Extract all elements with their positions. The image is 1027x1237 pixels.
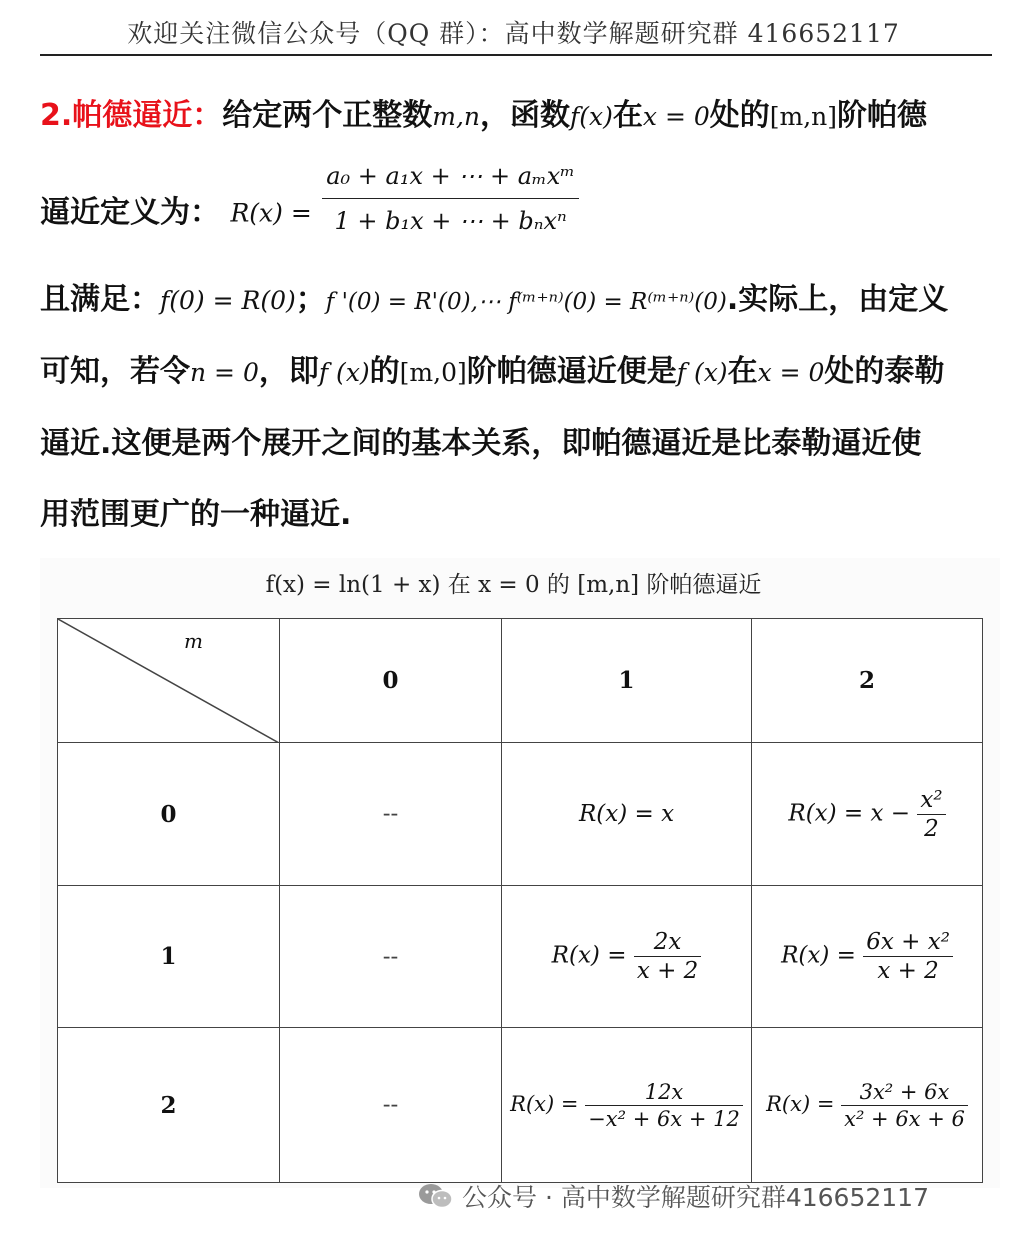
text: 在 [612,98,643,133]
text: 逼近定义为： [40,195,220,230]
paragraph-line-3 [40,280,995,322]
fraction-numerator: x² [917,787,945,815]
text: 处的泰勒 [824,354,945,389]
text: ，即 [258,354,319,389]
math-bracket: [m,n] [769,102,838,131]
table-row [58,743,983,886]
text: 可知，若令 [40,354,190,389]
text: 给定两个正整数 [222,98,433,133]
text: 处的 [709,98,770,133]
col-header-1: 1 [502,619,752,743]
table-cell: R(x) = x [502,743,752,886]
formula-lhs: R(x) = [551,942,627,969]
fraction-denominator: x + 2 [877,958,939,984]
table-cell [502,1028,752,1183]
table-cell: -- [280,886,502,1028]
text: 在 [727,354,758,389]
table-cell: -- [280,1028,502,1183]
formula-fraction [841,1080,968,1131]
diagonal-line [58,619,279,743]
table-cell [752,743,983,886]
formula-lhs: R(x) = [766,1091,835,1116]
formula-lhs: R(x) = [510,1091,579,1116]
math-fx: f (x) [318,358,370,387]
wechat-icon [418,1183,454,1209]
fraction-numerator: 2x [634,929,702,957]
table-cell [752,1028,983,1183]
paragraph-line-2 [40,162,995,241]
watermark [418,1178,929,1214]
pade-table [57,618,983,1183]
text: 且满足： [40,282,160,317]
paragraph-line-4 [40,352,995,393]
fraction-numerator: a₀ + a₁x + ⋯ + aₘxᵐ [322,156,579,199]
fraction-denominator: x + 2 [636,958,699,984]
fraction-numerator: 6x + x² [863,929,953,957]
text: .实际上，由定义 [726,282,949,317]
paragraph-line-6: 用范围更广的一种逼近. [40,497,352,532]
text: 阶帕德 [837,98,928,133]
text: ，函数 [480,98,571,133]
text: 阶帕德逼近便是 [466,354,677,389]
formula-fraction [917,787,945,842]
row-header: 1 [58,886,280,1028]
table-header-row [58,619,983,743]
table-corner-cell [58,619,280,743]
math-x0: x = 0 [642,102,710,131]
col-header-0: 0 [280,619,502,743]
table-cell: -- [280,743,502,886]
formula-lhs: R(x) = [781,942,856,969]
corner-m-label: m [184,629,203,653]
section-heading: 2.帕德逼近： [40,98,223,133]
page-header: 欢迎关注微信公众号（QQ 群）：高中数学解题研究群 416652117 [127,19,900,48]
watermark-text: 公众号 · 高中数学解题研究群416652117 [462,1183,929,1212]
math-fx: f(x) [570,102,613,131]
fraction-denominator: 2 [924,815,939,842]
paragraph-line-5: 逼近.这便是两个展开之间的基本关系，即帕德逼近是比泰勒逼近使 [40,426,922,461]
math-condition-2: f '(0) = R'(0),⋯ f⁽ᵐ⁺ⁿ⁾(0) = R⁽ᵐ⁺ⁿ⁾(0) [325,289,727,315]
math-m0: [m,0] [399,358,467,387]
math-condition-1: f(0) = R(0) [160,286,296,315]
paragraph-line-1 [40,96,995,137]
math-R-lhs: R(x) = [230,198,312,228]
fraction-numerator: 12x [585,1080,743,1106]
text: ； [295,282,326,317]
math-fx: f (x) [676,358,728,387]
table-caption: f(x) = ln(1 + x) 在 x = 0 的 [m,n] 阶帕德逼近 [265,572,762,598]
text: 的 [369,354,400,389]
header-divider [40,54,992,56]
math-x0: x = 0 [757,358,825,387]
table-row [58,1028,983,1183]
formula-lhs: R(x) = x − [788,800,911,826]
formula-fraction [863,929,953,984]
math-n0: n = 0 [190,358,259,387]
table-row [58,886,983,1028]
fraction-denominator: −x² + 6x + 12 [588,1106,740,1131]
definition-fraction [322,156,579,241]
fraction-denominator: x² + 6x + 6 [844,1106,965,1131]
table-cell [502,886,752,1028]
fraction-numerator: 3x² + 6x [841,1080,968,1106]
table-cell [752,886,983,1028]
fraction-denominator: 1 + b₁x + ⋯ + bₙxⁿ [334,207,567,235]
formula-fraction [634,929,702,984]
row-header: 0 [58,743,280,886]
math-mn: m,n [432,102,481,131]
row-header: 2 [58,1028,280,1183]
formula-fraction [585,1080,743,1131]
col-header-2: 2 [752,619,983,743]
